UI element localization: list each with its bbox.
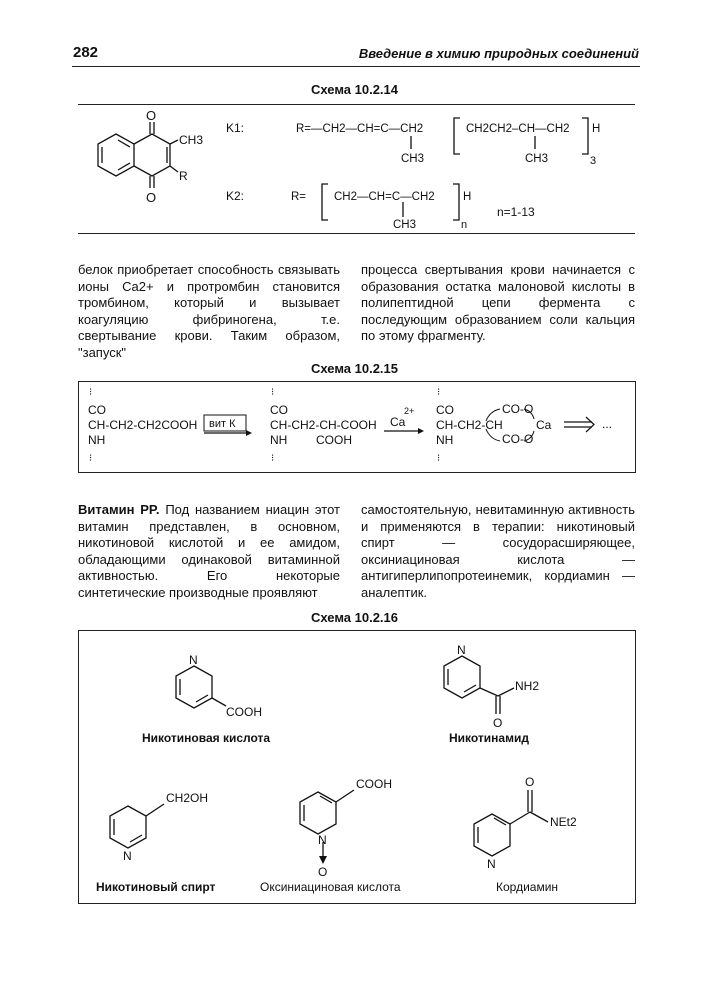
k2-chain: CH2—CH=C—CH2 (334, 191, 435, 203)
nicotinyl-alcohol-structure (110, 791, 208, 863)
compound-label-nicotinic-acid: Никотиновая кислота (142, 731, 271, 745)
pyridine-n: N (457, 643, 466, 657)
arrowhead (418, 428, 424, 434)
methyl-label: CH3 (179, 133, 204, 147)
nh-label: NH (270, 433, 288, 447)
paragraph-right-2 (361, 502, 635, 601)
ellipsis-dots: ⁝ (271, 453, 275, 464)
compound-label-nicotinyl-alcohol: Никотиновый спирт (96, 880, 216, 894)
paragraph-left-1 (78, 262, 340, 361)
k2-label: K2: (226, 189, 245, 203)
paragraph-text: процесса свертывания крови начинается с образования остатка малоновой кислоты в полипептидной цепи фермента с последующим образованием соли кальция по этому фрагменту. (361, 262, 635, 343)
k2-start: R= (291, 191, 307, 203)
scheme-caption-1: Схема 10.2.14 (310, 82, 398, 97)
co-label: CO (88, 403, 106, 417)
m2-cooh: COOH (316, 433, 352, 447)
coo-top: CO-O (502, 402, 534, 416)
nh-label: NH (88, 433, 106, 447)
n-oxide-arrowhead (319, 856, 327, 864)
calcium-charge: 2+ (404, 406, 415, 416)
co-label: CO (436, 403, 454, 417)
scheme-diagram-3 (78, 630, 636, 904)
cordiamine-structure (474, 775, 577, 871)
nh2-group: NH2 (515, 679, 540, 693)
paragraph-right-1 (361, 262, 635, 345)
k1-subscript: 3 (590, 155, 597, 167)
chelate-ca: Ca (536, 418, 552, 432)
k2-range: n=1-13 (497, 205, 535, 219)
ellipsis-dots: ⁝ (437, 453, 441, 464)
scheme-caption-2: Схема 10.2.15 (310, 361, 398, 376)
m1-chain: CH-CH2-CH2COOH (88, 418, 198, 432)
r-label: R (179, 169, 188, 183)
k2-methyl: CH3 (393, 219, 417, 231)
calcium-reagent: Ca (390, 415, 406, 429)
paragraph-text (78, 502, 340, 601)
continuation-ellipsis: ... (602, 417, 613, 431)
running-title: Введение в химию природных соединений (358, 46, 639, 61)
header-rule (72, 66, 640, 67)
ellipsis-dots: ⁝ (437, 387, 441, 398)
scheme-diagram-1 (78, 104, 636, 234)
carboxyglutamyl-fragment (270, 387, 377, 464)
paragraph-text: самостоятельную, невитаминную активность и применяются в терапии: никотиновый спирт — сосудорасширяющее, оксиниациновая кислота — антигиперлипопротеинемик, кордиамин — аналептик. (361, 502, 635, 600)
coo-bottom: CO-O (502, 432, 534, 446)
cooh-group: COOH (226, 705, 262, 719)
page-number: 282 (73, 44, 99, 61)
k1-methyl-1: CH3 (401, 153, 425, 165)
k2-end: H (463, 191, 472, 203)
scheme-caption-3: Схема 10.2.16 (310, 610, 398, 625)
ellipsis-dots: ⁝ (89, 453, 93, 464)
compound-label-oxyniacic-acid: Оксиниациновая кислота (260, 880, 401, 894)
m3-chain: CH-CH2-CH (436, 418, 503, 432)
scheme-diagram-2 (78, 381, 636, 473)
section-title: Витамин PP. (78, 502, 160, 517)
k1-label: K1: (226, 121, 245, 135)
calcium-chelate-fragment (436, 387, 552, 464)
paragraph-body: Под названием ниацин этот витамин представлен, в основном, никотиновой кислотой и ее амидом, обладающими одинаковой витаминной активностью. Его некоторые синтетические производные проявляют (78, 502, 340, 600)
ellipsis-dots: ⁝ (271, 387, 275, 398)
compound-label-cordiamine: Кордиамин (496, 880, 559, 894)
k1-methyl-2: CH3 (525, 153, 549, 165)
n-oxide-o: O (318, 865, 328, 879)
carbonyl-o: O (525, 775, 535, 789)
oxyniacic-acid-structure (300, 777, 392, 879)
nicotinic-acid-structure (176, 653, 262, 719)
nh-label: NH (436, 433, 454, 447)
naphthoquinone-structure (98, 122, 178, 188)
quinone-oxygen-bottom: O (146, 190, 157, 205)
glutamyl-fragment (88, 387, 197, 464)
arrowhead (246, 430, 252, 436)
co-label: CO (270, 403, 288, 417)
cooh-group: COOH (356, 777, 392, 791)
pyridine-n: N (189, 653, 198, 667)
k1-repeat-unit: CH2CH2–CH—CH2 (466, 123, 570, 135)
pyridine-n: N (123, 849, 132, 863)
pyridine-n: N (487, 857, 496, 871)
m2-chain: CH-CH2-CH-COOH (270, 418, 377, 432)
carbonyl-o: O (493, 716, 503, 730)
paragraph-text: белок приобретает способность связывать ионы Ca2+ и протромбин становится тромбином, который и вызывает коагуляцию фибриногена, т.е. свертывание крови. Таким образом, "запуск" (78, 262, 340, 360)
pyridine-n: N (318, 833, 327, 847)
ellipsis-dots: ⁝ (89, 387, 93, 398)
quinone-oxygen-top: O (146, 108, 157, 123)
k2-subscript: n (461, 219, 468, 231)
net2-group: NEt2 (550, 815, 577, 829)
compound-label-nicotinamide: Никотинамид (449, 731, 529, 745)
k1-end: H (592, 123, 601, 135)
paragraph-left-2 (78, 502, 340, 601)
k1-chain: R=—CH2—CH=C—CH2 (296, 123, 424, 135)
ch2oh-group: CH2OH (166, 791, 209, 805)
vit-k-label: вит К (209, 418, 236, 430)
nicotinamide-structure (444, 643, 539, 730)
double-arrow (564, 417, 594, 432)
